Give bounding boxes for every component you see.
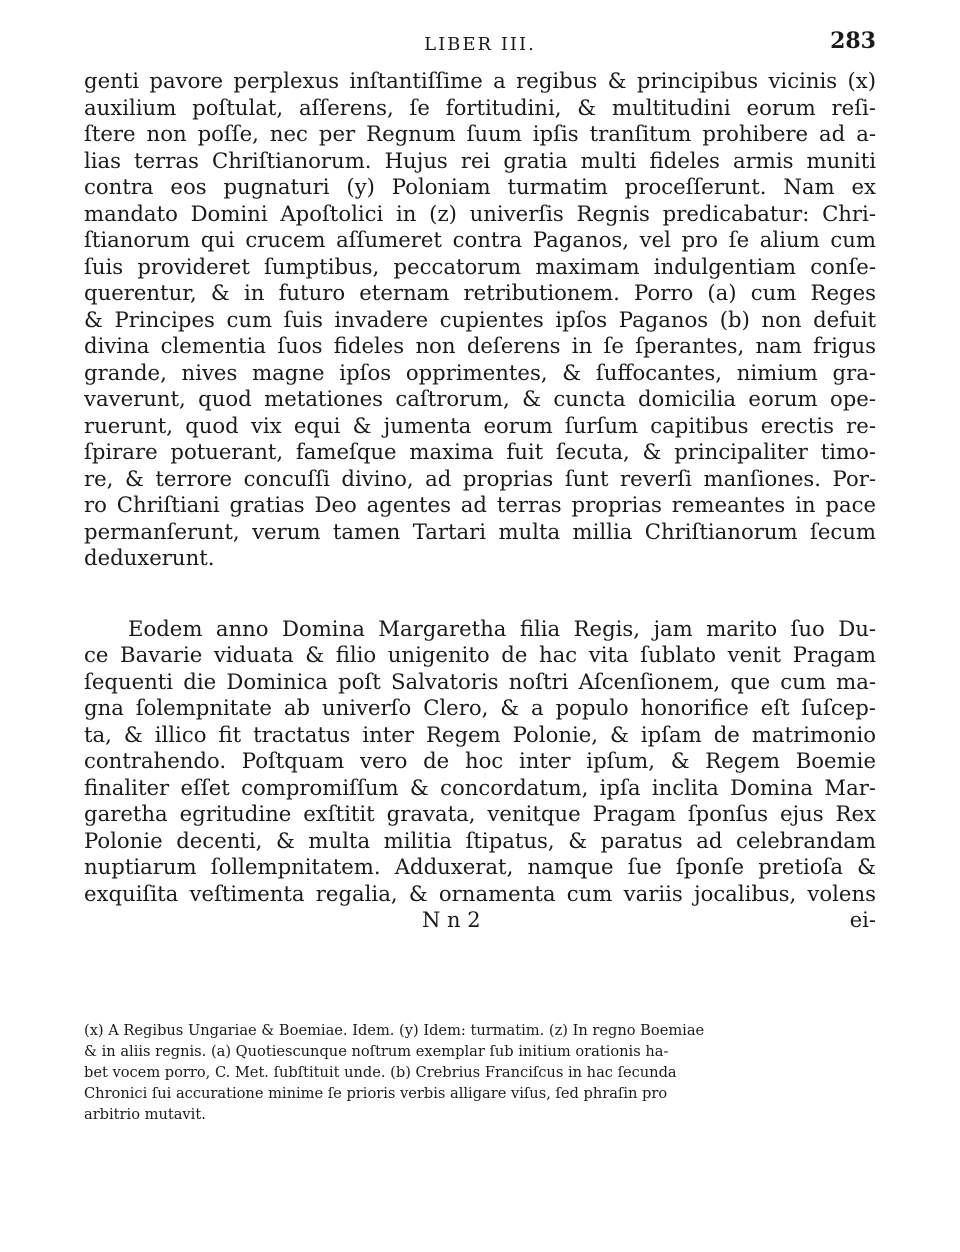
text-line: & Principes cum ſuis invadere cupientes ipſos Paganos (b) non defuit [84,306,876,332]
text-line: lias terras Chriſtianorum. Hujus rei gratia multi fideles armis muniti [84,147,876,173]
footnote-line: bet vocem porro, C. Met. ſubſtituit unde. (b) Crebrius Franciſcus in hac ſecunda [84,1064,677,1081]
text-line: permanſerunt, verum tamen Tartari multa millia Chriſtianorum ſecum [84,518,876,544]
footnote-line: Chronici ſui accuratione minime ſe prioris verbis alligare viſus, ſed phraſin pro [84,1085,668,1102]
text-line: auxilium poſtulat, aſſerens, ſe fortitudini, & multitudini eorum reſi- [84,94,876,120]
footnote-line: (x) A Regibus Ungariae & Boemiae. Idem. (y) Idem: turmatim. (z) In regno Boemiae [84,1022,705,1039]
text-line: ce Bavarie viduata & filio unigenito de hac vita ſublato venit Pragam [84,642,876,667]
text-line: contra eos pugnaturi (y) Poloniam turmatim proceſſerunt. Nam ex [84,174,876,199]
text-line: ruerunt, quod vix equi & jumenta eorum ſurſum capitibus erectis re- [84,412,876,438]
signature-mark: N n 2 [422,908,481,932]
text-line: finaliter eſſet compromiſſum & concordatum, ipſa inclita Domina Mar- [84,774,876,800]
main-text [84,68,876,934]
text-line: ſuis provideret ſumptibus, peccatorum maximam indulgentiam conſe- [84,253,876,279]
text-line: vaverunt, quod metationes caſtrorum, & cuncta domicilia eorum ope- [84,386,876,411]
text-line: contrahendo. Poſtquam vero de hoc inter ipſum, & Regem Boemie [84,748,876,773]
catchword: ei- [849,908,876,932]
paragraph-gap [84,572,876,616]
text-line: querentur, & in futuro eternam retributionem. Porro (a) cum Reges [84,280,876,305]
text-line: grande, nives magne ipſos opprimentes, & ſuffocantes, nimium gra- [84,359,876,385]
text-line: garetha egritudine exſtitit gravata, venitque Pragam ſponſus ejus Rex [84,801,876,826]
text-line: ta, & illico fit tractatus inter Regem Polonie, & ipſam de matrimonio [84,721,876,747]
text-line: re, & terrore concuſſi divino, ad proprias ſunt reverſi manſiones. Por- [84,465,876,491]
text-line: ro Chriſtiani gratias Deo agentes ad terras proprias remeantes in pace [84,492,876,517]
footnotes [84,1020,876,1125]
text-line: genti pavore perplexus inſtantiſſime a regibus & principibus vicinis (x) [84,68,876,93]
footnote-line: arbitrio mutavit. [84,1106,206,1123]
text-line: Polonie decenti, & multa militia ſtipatus, & paratus ad celebrandam [84,827,876,853]
text-line: gna ſolempnitate ab univerſo Clero, & a populo honorifice eſt ſuſcep- [84,695,876,720]
text-line: exquiſita veſtimenta regalia, & ornamenta cum variis jocalibus, volens [84,880,876,906]
page-header [84,26,876,66]
text-line: deduxerunt. [84,545,215,570]
text-line: ſpirare potuerant, fameſque maxima fuit ſecuta, & principaliter timo- [84,439,876,464]
text-line: ſequenti die Dominica poſt Salvatoris noſtri Aſcenſionem, que cum ma- [84,668,876,694]
text-line: Eodem anno Domina Margaretha filia Regis, jam marito ſuo Du- [128,615,876,641]
page-number: 283 [830,28,876,54]
text-line: ſtere non poſſe, nec per Regnum ſuum ipſis tranſitum prohibere ad a- [84,121,876,146]
text-line: divina clementia ſuos fideles non deſerens in ſe ſperantes, nam frigus [84,333,876,358]
text-line: ſtianorum qui crucem aſſumeret contra Paganos, vel pro ſe alium cum [84,227,876,252]
text-line: mandato Domini Apoſtolici in (z) univerſis Regnis predicabatur: Chri- [84,200,876,226]
running-title: LIBER III. [424,34,536,55]
paragraph-1 [84,68,876,572]
page-foot-marks [84,907,876,934]
footnote-line: & in aliis regnis. (a) Quotiescunque noſtrum exemplar ſub initium orationis ha- [84,1043,669,1060]
paragraph-2 [84,616,876,908]
text-line: nuptiarum ſollempnitatem. Adduxerat, namque ſue ſponſe pretioſa & [84,854,876,879]
